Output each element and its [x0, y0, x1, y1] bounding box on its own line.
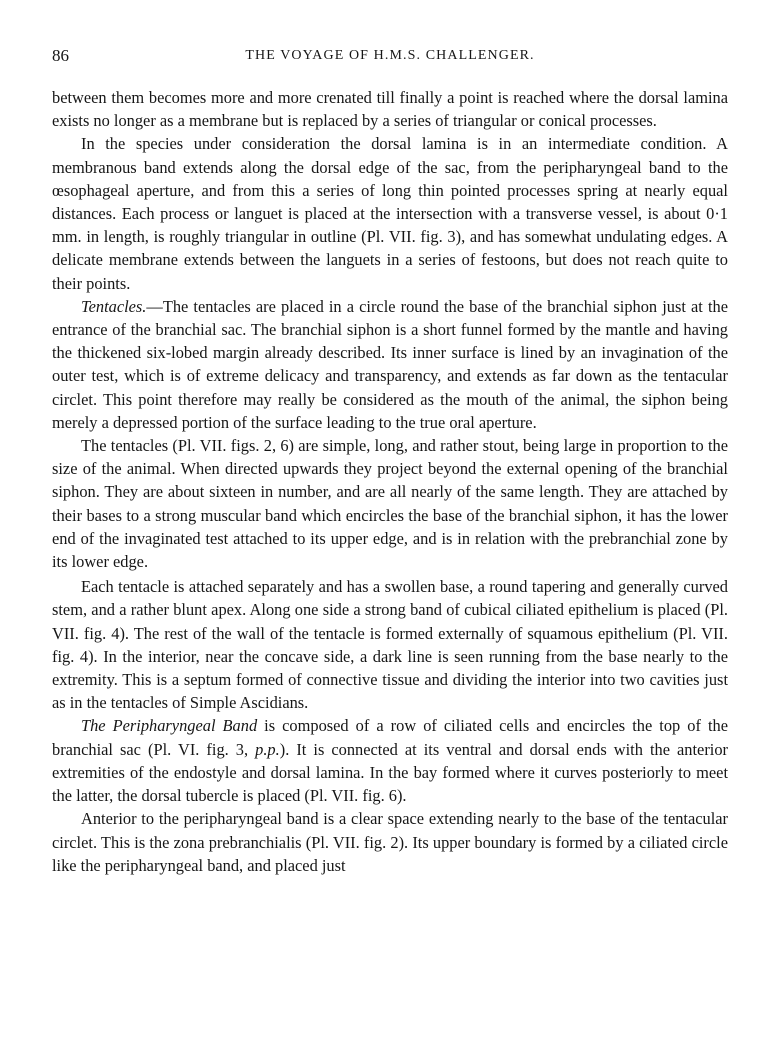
figure-reference-pp: p.p.: [255, 739, 280, 759]
paragraph-text: The tentacles (Pl. VII. figs. 2, 6) are simple, long, and rather stout, being large in proportion to the size of the animal. When directed upwards they project beyond the external opening of the branchial siphon. They are about sixteen in number, and are all nearly of the same length. They are attached by their bases to a strong muscular band which encircles the base of the branchial siphon, it has the lower end of the invaginated test attached to its upper edge, and is in relation with the prebranchial zone by its lower edge.: [52, 436, 728, 572]
running-title: THE VOYAGE OF H.M.S. CHALLENGER.: [245, 48, 535, 63]
paragraph-text: between them becomes more and more crenated till finally a point is reached where the dorsal lamina exists no longer as a membrane but is replaced by a series of triangular or conical processes.: [52, 88, 728, 131]
paragraph-text: Each tentacle is attached separately and has a swollen base, a round tapering and generally curved stem, and a rather blunt apex. Along one side a strong band of cubical ciliated epithelium is placed (Pl. VII. fig. 4). The rest of the wall of the tentacle is formed externally of squamous epithelium (Pl. VII. fig. 4). In the interior, near the concave side, a dark line is seen running from the base nearly to the extremity. This is a septum formed of connective tissue and dividing the interior into two cavities just as in the tentacles of Simple Ascidians.: [52, 577, 728, 713]
paragraph-tentacle-structure: [52, 434, 728, 573]
page-number: 86: [52, 46, 69, 65]
paragraph-continuation: [52, 86, 728, 132]
paragraph-text: Anterior to the peripharyngeal band is a clear space extending nearly to the base of the tentacular circlet. This is the zona prebranchialis (Pl. VII. fig. 2). Its upper boundary is formed by a ciliated circle like the peripharyngeal band, and placed just: [52, 809, 728, 875]
paragraph-zona-prebranchialis: [52, 807, 728, 877]
paragraph-text: In the species under consideration the dorsal lamina is in an intermediate condition. A membranous band extends along the dorsal edge of the sac, from the peripharyngeal band to the œsophageal aperture, and from this a series of long thin pointed processes spring at nearly equal distances. Each process or languet is placed at the intersection with a transverse vessel, is about 0·1 mm. in length, is roughly triangular in outline (Pl. VII. fig. 3), and has somewhat undulating edges. A delicate membrane extends between the languets in a series of festoons, but does not reach quite to their points.: [52, 134, 728, 293]
paragraph-peripharyngeal-band: [52, 714, 728, 807]
paragraph-text: ). It is connected at its ventral and dorsal ends with the anterior extremities of the endostyle and dorsal lamina. In the bay formed where it curves posteriorly to meet the latter, the dorsal tubercle is placed (Pl. VII. fig. 6).: [52, 739, 728, 806]
section-heading-peripharyngeal-band: The Peripharyngeal Band: [81, 716, 258, 736]
paragraph-tentacles: [52, 295, 728, 434]
paragraph-text: is composed of a row of ciliated cells and encircles the top of the branchial sac (Pl. VI. fig. 3,: [52, 716, 728, 759]
body-text: [52, 86, 728, 877]
section-heading-tentacles: Tentacles.: [81, 296, 147, 316]
paragraph-text: —The tentacles are placed in a circle round the base of the branchial siphon just at the entrance of the branchial sac. The branchial siphon is a short funnel formed by the mantle and having the thickened six-lobed margin already described. Its inner surface is lined by an invagination of the outer test, which is of extreme delicacy and transparency, and extends as far down as the tentacular circlet. This point therefore may really be considered as the mouth of the animal, the siphon being merely a depressed portion of the surface leading to the true oral aperture.: [52, 296, 728, 432]
paragraph-dorsal-lamina: [52, 132, 728, 294]
page-header: [52, 42, 728, 68]
book-page: [52, 42, 728, 877]
paragraph-tentacle-detail: [52, 575, 728, 714]
